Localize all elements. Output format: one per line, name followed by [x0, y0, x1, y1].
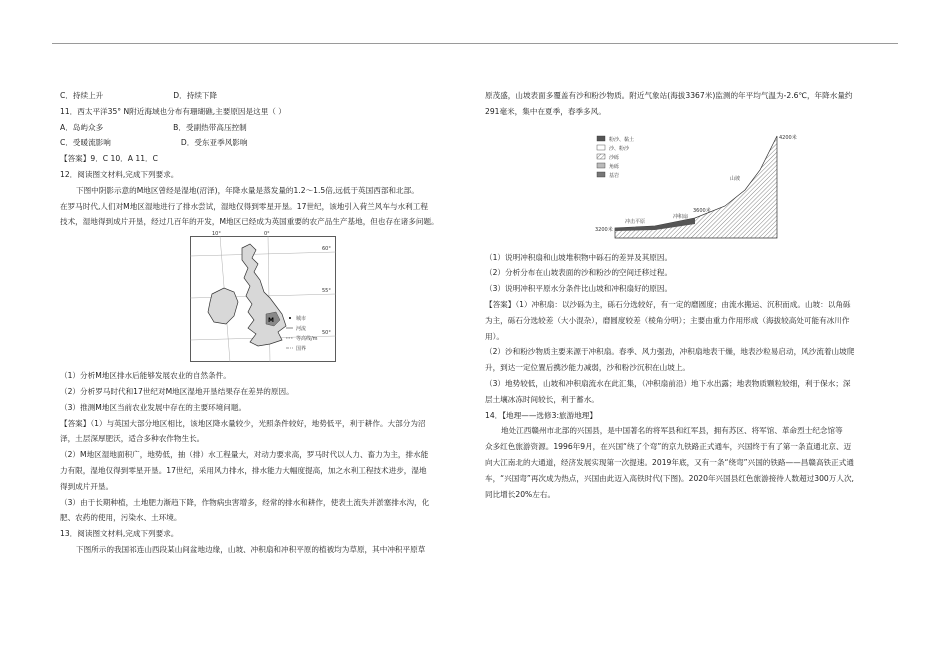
landform-label: 冲积扇 — [673, 213, 689, 220]
legend-border: 国界 — [296, 346, 307, 353]
elev-label: 3600米 — [693, 207, 711, 214]
answer-12: 肥、农药的使用，污染水、土环境。 — [60, 513, 182, 523]
answer-13: 为主，砾石分选较差（大小混杂），磨圆度较差（棱角分明）；主要由重力作用形成（海拔较高处可能有冰川作 — [485, 315, 850, 325]
legend-item: 基岩 — [609, 172, 620, 179]
q10-options: C．持续上升 D．持续下降 — [60, 91, 218, 100]
answer-12: 得到成片开垦。 — [60, 481, 114, 491]
q13-sub1: （1）说明冲积扇和山坡堆积物中砾石的差异及其原因。 — [485, 252, 673, 262]
legend-river: 河流 — [296, 326, 307, 333]
elev-label: 4200米 — [779, 134, 797, 141]
lat-label: 50° — [322, 330, 331, 337]
q13-text: 291毫米，集中在夏季，春季多风。 — [485, 106, 606, 116]
q12-text: 在罗马时代,人们对M地区湿地进行了排水尝试，湿地仅得到零星开垦。17世纪，该地引入荷兰风车与水利工程 — [60, 201, 428, 211]
answer-13: 用）。 — [485, 331, 504, 341]
q14-text: 车，“兴国弯”再次成为热点，兴国由此迈入高铁时代(下图)。2020年兴国县红色旅游接待人数超过300万人次, — [485, 473, 854, 483]
q11-options-cd: C．受暖流影响 D．受东亚季风影响 — [60, 138, 248, 148]
q14-text: 同比增长20%左右。 — [485, 489, 556, 499]
q14-title: 14．【地理——选修3:旅游地理】 — [485, 410, 597, 420]
legend-item: 粉沙、黏土 — [609, 136, 635, 143]
landform-label: 冲击平原 — [625, 218, 646, 225]
answer-13: 层土壤冰冻时间较长，利于蓄水。 — [485, 394, 599, 404]
answer-13: 【答案】（1）冲积扇：以沙砾为主，砾石分选较好，有一定的磨圆度；由流水搬运、沉积而成。山坡：以角砾 — [485, 299, 851, 309]
q13-sub2: （2）分析分布在山坡表面的沙和粉沙的空间迁移过程。 — [485, 268, 673, 278]
legend-item: 沙、粉沙 — [609, 145, 630, 152]
legend-city: 城市 — [296, 316, 307, 323]
answer-13: （2）沙和粉沙物质主要来源于冲积扇。春季、风力强劲，冲积扇地表干燥，地表沙粒易启动，风沙流着山坡爬 — [485, 347, 855, 357]
lat-label: 55° — [322, 288, 331, 295]
answer-9-11: 【答案】9．C 10．A 11．C — [60, 154, 158, 164]
elev-label: 3200米 — [595, 226, 613, 233]
answer-12: 泽，土层深厚肥沃，适合多种农作物生长。 — [60, 434, 205, 444]
answer-12: （2）M地区湿地面积广，地势低，抽（排）水工程量大，对动力要求高，罗马时代以人力、畜力为主，排水能 — [60, 450, 429, 460]
q14-text: 地处江西赣州市北部的兴国县，是中国著名的将军县和红军县，拥有苏区、将军馆、革命烈士纪念馆等 — [501, 426, 843, 436]
legend-item: 角砾 — [609, 163, 620, 170]
britain-map — [190, 231, 336, 362]
lon-label: 0° — [264, 231, 270, 238]
lat-label: 60° — [322, 246, 331, 253]
landform-label: 山坡 — [730, 175, 741, 182]
q12-text: 技术，湿地得到成片开垦，经过几百年的开发，M地区已经成为英国重要的农产品生产基地，但也存在诸多问题。 — [60, 217, 439, 227]
q14-text: 众多红色旅游资源。1996年9月，在兴国“绕了个弯”的京九铁路正式通车，兴国终于有了第一条直通北京、迈 — [485, 442, 852, 452]
lon-label: 10° — [212, 231, 221, 238]
q14-text: 向大江南北的大通道，经济发展实现第一次提速。2019年底，又有一条“绕弯”兴国的铁路——昌赣高铁正式通 — [485, 457, 854, 467]
legend-contour: 等高线/m — [296, 336, 318, 343]
right-column — [485, 88, 895, 502]
q12-text: 下图中阴影示意的M地区曾经是湿地(沼泽)，年降水量是蒸发量的1.2～1.5倍,远低于英国西部和北部。 — [76, 185, 419, 195]
q13-text: 下图所示的我国祁连山西段某山间盆地边缘，山坡、冲积扇和冲积平原的植被均为草原，其中冲积平原草 — [76, 544, 426, 554]
q11-stem: 11．西太平洋35° N附近海域也分布有珊瑚礁,主要原因是这里（ ） — [60, 106, 286, 116]
q12-sub2: （2）分析罗马时代和17世纪对M地区湿地开垦结果存在差异的原因。 — [60, 386, 294, 396]
answer-12: 【答案】（1）与英国大部分地区相比，该地区降水量较少，光照条件较好，地势低平，利于耕作。大部分为沼 — [60, 418, 426, 428]
q12-sub1: （1）分析M地区排水后能够发展农业的自然条件。 — [60, 371, 231, 381]
header-rule — [52, 43, 898, 44]
answer-13: （3）地势较低，山坡和冲积扇流水在此汇集，（冲积扇前沿）地下水出露；地表物质颗粒较细，利于保水；深 — [485, 378, 851, 388]
q13-text: 原茂盛，山坡表面多覆盖有沙和粉沙物质。附近气象站(海拔3367米)监测的年平均气温为-2.6℃，年降水量约 — [485, 91, 853, 100]
left-column — [60, 88, 470, 558]
legend-item: 沙砾 — [609, 154, 620, 161]
answer-12: 力有限，湿地仅得到零星开垦。17世纪，采用风力排水，排水能力大幅度提高，加之水利工程技术进步，湿地 — [60, 465, 427, 475]
q12-intro: 12．阅读图文材料,完成下列要求。 — [60, 169, 179, 179]
q12-sub3: （3）推测M地区当前农业发展中存在的主要环境问题。 — [60, 402, 247, 412]
cross-section-diagram — [595, 130, 815, 242]
region-label: M — [268, 317, 274, 325]
q11-options-ab: A．岛屿众多 B．受副热带高压控制 — [60, 122, 247, 132]
q13-intro: 13．阅读图文材料,完成下列要求。 — [60, 529, 179, 539]
answer-12: （3）由于长期种植，土地肥力渐趋下降，作物病虫害增多，经常的排水和耕作，使表土流失并淤塞排水沟，化 — [60, 497, 430, 507]
q13-sub3: （3）说明冲积平原水分条件比山坡和冲积扇好的原因。 — [485, 284, 673, 294]
answer-13: 升，到达一定位置后携沙能力减弱，沙和粉沙沉积在山坡上。 — [485, 363, 691, 373]
